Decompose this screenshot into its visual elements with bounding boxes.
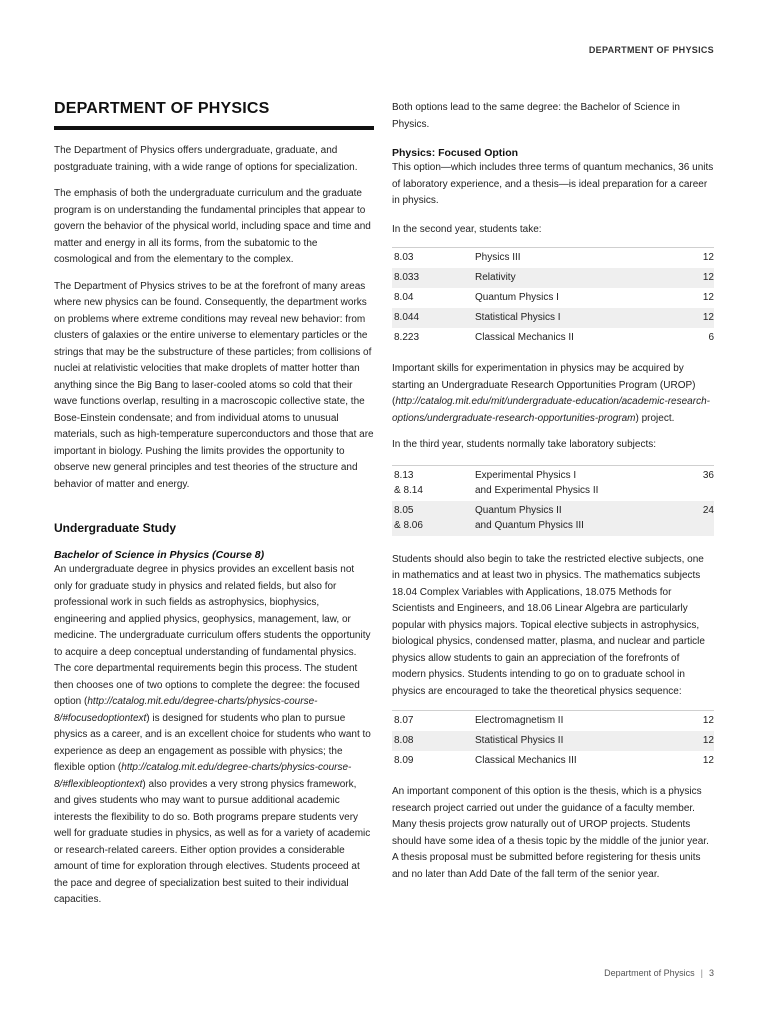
running-head: DEPARTMENT OF PHYSICS bbox=[588, 45, 714, 55]
table-row bbox=[392, 731, 714, 751]
subject-title: Electromagnetism II bbox=[475, 715, 564, 726]
table-row bbox=[392, 288, 714, 308]
subject-title bbox=[475, 501, 674, 536]
subject-title: Classical Mechanics III bbox=[475, 755, 577, 766]
subject-units: 12 bbox=[702, 715, 714, 726]
third-year-intro: In the third year, students normally take laboratory subjects: bbox=[392, 439, 657, 450]
subject-units: 12 bbox=[674, 731, 714, 751]
subject-number: 8.033 bbox=[392, 268, 475, 288]
subject-title: Physics III bbox=[475, 252, 521, 263]
subject-title: Classical Mechanics II bbox=[475, 332, 574, 343]
subject-number: 8.03 bbox=[394, 252, 414, 263]
table-row bbox=[392, 328, 714, 348]
title-rule bbox=[54, 126, 374, 130]
subject-title-line: and Experimental Physics II bbox=[475, 484, 599, 496]
urop-text-1: Important skills for experimentation in physics may be acquired by starting an Undergraduate Research Opportunities Program (UROP) ( bbox=[392, 363, 696, 407]
subject-title: Statistical Physics II bbox=[475, 731, 674, 751]
intro-paragraph-2: The emphasis of both the undergraduate curriculum and the graduate program is on understanding the fundamental principles that appear to govern the behavior of the physical world, including space and time and matter and energy in all its forms, from the subatomic to the cosmological and from the elementary to the complex. bbox=[54, 188, 371, 265]
urop-link[interactable]: http://catalog.mit.edu/mit/undergraduate-education/academic-research-options/undergraduate-research-opportunities-program bbox=[392, 396, 710, 424]
subject-title: Statistical Physics I bbox=[475, 308, 674, 328]
subject-units: 24 bbox=[674, 501, 714, 536]
bs-physics-paragraph bbox=[54, 562, 374, 909]
subject-number-line: 8.13 bbox=[394, 469, 414, 481]
table-row bbox=[392, 501, 714, 536]
third-year-table bbox=[392, 465, 714, 536]
subject-units: 6 bbox=[708, 332, 714, 343]
intro-paragraph-1: The Department of Physics offers undergraduate, graduate, and postgraduate training, with a wide range of options for specialization. bbox=[54, 145, 358, 173]
subject-number bbox=[392, 465, 475, 501]
thesis-paragraph: An important component of this option is the thesis, which is a physics research project carried out under the guidance of a faculty member. Many thesis projects grow naturally out of UROP projects. Students should have some idea of a thesis topic by the middle of the junior year. A thesis proposal must be submitted before registering for thesis units and no later than Add Date of the fall term of the senior year. bbox=[392, 786, 709, 880]
table-row bbox=[392, 308, 714, 328]
urop-text-2: ) project. bbox=[635, 412, 675, 424]
subject-number-line: & 8.06 bbox=[394, 519, 423, 531]
table-row bbox=[392, 248, 714, 269]
undergraduate-study-heading: Undergraduate Study bbox=[54, 521, 177, 535]
subject-number bbox=[392, 501, 475, 536]
electives-paragraph: Students should also begin to take the restricted elective subjects, one in mathematics and at least two in physics. The mathematics subjects 18.04 Complex Variables with Applications, 18.075 Methods for Scientists and Engineers, and 18.06 Linear Algebra are particularly popular with physics majors. Topical elective subjects in astrophysics, biological physics, condensed matter, plasma, and nuclear and particle physics allow students to gain an appreciation of the forefronts of modern physics. Students intending to go on to graduate school in physics are encouraged to take the theoretical physics sequence: bbox=[392, 553, 705, 697]
subject-units: 12 bbox=[702, 292, 714, 303]
subject-units: 12 bbox=[674, 268, 714, 288]
subject-number: 8.223 bbox=[394, 332, 420, 343]
subject-units: 12 bbox=[702, 252, 714, 263]
focused-option-link[interactable]: http://catalog.mit.edu/degree-charts/physics-course-8/#focusedoptiontext bbox=[54, 696, 318, 724]
footer-separator: | bbox=[700, 968, 703, 978]
subject-title-line: Experimental Physics I bbox=[475, 469, 577, 481]
subject-title-line: Quantum Physics II bbox=[475, 504, 562, 516]
left-column bbox=[54, 100, 374, 919]
subject-units: 12 bbox=[702, 755, 714, 766]
urop-paragraph bbox=[392, 361, 714, 427]
footer-label: Department of Physics bbox=[604, 968, 695, 978]
table-row bbox=[392, 711, 714, 732]
table-row bbox=[392, 268, 714, 288]
subject-title: Relativity bbox=[475, 268, 674, 288]
right-column bbox=[392, 100, 714, 893]
bs-text-1: An undergraduate degree in physics provides an excellent basis not only for graduate study in physics and related fields, but also for professional work in such fields as astrophysics, biophysics, engineering and applied physics, geophysics, management, law, or medicine. The undergraduate curriculum offers students the opportunity to acquire a deep conceptual understanding of fundamental physics. The core departmental requirements begin this process. The student then chooses one of two options to complete the degree: the focused option ( bbox=[54, 564, 371, 707]
subject-title bbox=[475, 465, 674, 501]
subject-number-line: & 8.14 bbox=[394, 484, 423, 496]
bs-text-3: ) also provides a very strong physics framework, and gives students who may want to pursue additional academic interests the flexibility to do so. Both programs prepare students very well for graduate studies in physics, as well as for a variety of academic or research-related careers. Either option provides a considerable amount of time for exploration through electives. Students proceed at the pace and degree of specialization best suited to their individual capacities. bbox=[54, 778, 371, 905]
subject-number: 8.044 bbox=[392, 308, 475, 328]
table-row bbox=[392, 465, 714, 501]
second-year-intro: In the second year, students take: bbox=[392, 223, 542, 235]
bs-physics-heading: Bachelor of Science in Physics (Course 8) bbox=[54, 549, 265, 561]
second-year-table bbox=[392, 247, 714, 348]
subject-title: Quantum Physics I bbox=[475, 292, 559, 303]
both-options-paragraph: Both options lead to the same degree: the Bachelor of Science in Physics. bbox=[392, 102, 680, 130]
flexible-option-link[interactable]: http://catalog.mit.edu/degree-charts/physics-course-8/#flexibleoptiontext bbox=[54, 762, 352, 790]
subject-units: 36 bbox=[702, 469, 714, 481]
bs-text-2: ) is designed for students who plan to pursue physics as a career, and is an excellent choice for students who want to experience as deep an engagement as possible with physics; the flexible option ( bbox=[54, 712, 371, 773]
subject-number: 8.07 bbox=[394, 715, 414, 726]
subject-number: 8.09 bbox=[394, 755, 414, 766]
subject-number: 8.08 bbox=[392, 731, 475, 751]
department-title: DEPARTMENT OF PHYSICS bbox=[54, 100, 270, 117]
subject-number-line: 8.05 bbox=[394, 504, 414, 516]
page-number: 3 bbox=[708, 968, 714, 978]
focused-option-paragraph: This option—which includes three terms of quantum mechanics, 36 units of laboratory experience, and a thesis—is ideal preparation for a career in physics. bbox=[392, 162, 714, 206]
intro-paragraph-3: The Department of Physics strives to be at the forefront of many areas where new physics can be found. Consequently, the department works on problems where extreme conditions may reveal new behavior: from clusters of galaxies or the entire universe to elementary particles or the strings that may be the substructure of these particles; from collisions of nuclei at relativistic velocities that make droplets of matter hotter than anything since the Big Bang to laser-cooled atoms so cold that their wave functions overlap, resulting in a macroscopic collective state, the Bose-Einstein condensate; and from individual atoms to unusual materials, such as high-temperature superconductors and those that are important in biology. Pushing the limits provides the opportunity to observe new general principles and test theories of the structure and behavior of matter and energy. bbox=[54, 280, 374, 490]
theoretical-sequence-table bbox=[392, 710, 714, 771]
subject-number: 8.04 bbox=[394, 292, 414, 303]
focused-option-heading: Physics: Focused Option bbox=[392, 147, 519, 159]
page-footer bbox=[604, 968, 714, 978]
subject-units: 12 bbox=[674, 308, 714, 328]
subject-title-line: and Quantum Physics III bbox=[475, 519, 584, 531]
table-row bbox=[392, 751, 714, 771]
